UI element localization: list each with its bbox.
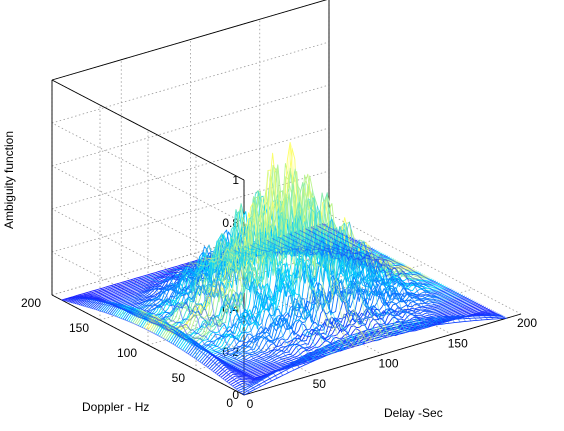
- box-edge: [52, 0, 329, 80]
- x-axis-label: Delay -Sec: [384, 406, 443, 420]
- z-tick-label: 0.4: [222, 302, 239, 316]
- z-tick-label: 0: [232, 388, 239, 402]
- z-tick-label: 0.2: [222, 345, 239, 359]
- y-axis-label: Doppler - Hz: [82, 400, 150, 414]
- x-tick-label: 200: [516, 316, 538, 330]
- y-tick-label: 50: [171, 371, 185, 385]
- z-tick-label: 0.6: [222, 259, 239, 273]
- z-tick-label: 1: [232, 173, 239, 187]
- z-axis-label: Ambiguity function: [2, 130, 16, 230]
- x-tick-label: 0: [246, 397, 254, 411]
- y-tick-label: 0: [226, 396, 233, 410]
- x-tick-label: 50: [312, 376, 326, 391]
- y-tick-label: 100: [116, 346, 137, 360]
- z-tick-label: 0.8: [222, 216, 239, 230]
- y-tick-label: 150: [68, 321, 89, 335]
- x-tick-label: 100: [378, 356, 399, 371]
- y-tick-label: 200: [20, 296, 41, 310]
- x-tick-label: 150: [447, 336, 468, 351]
